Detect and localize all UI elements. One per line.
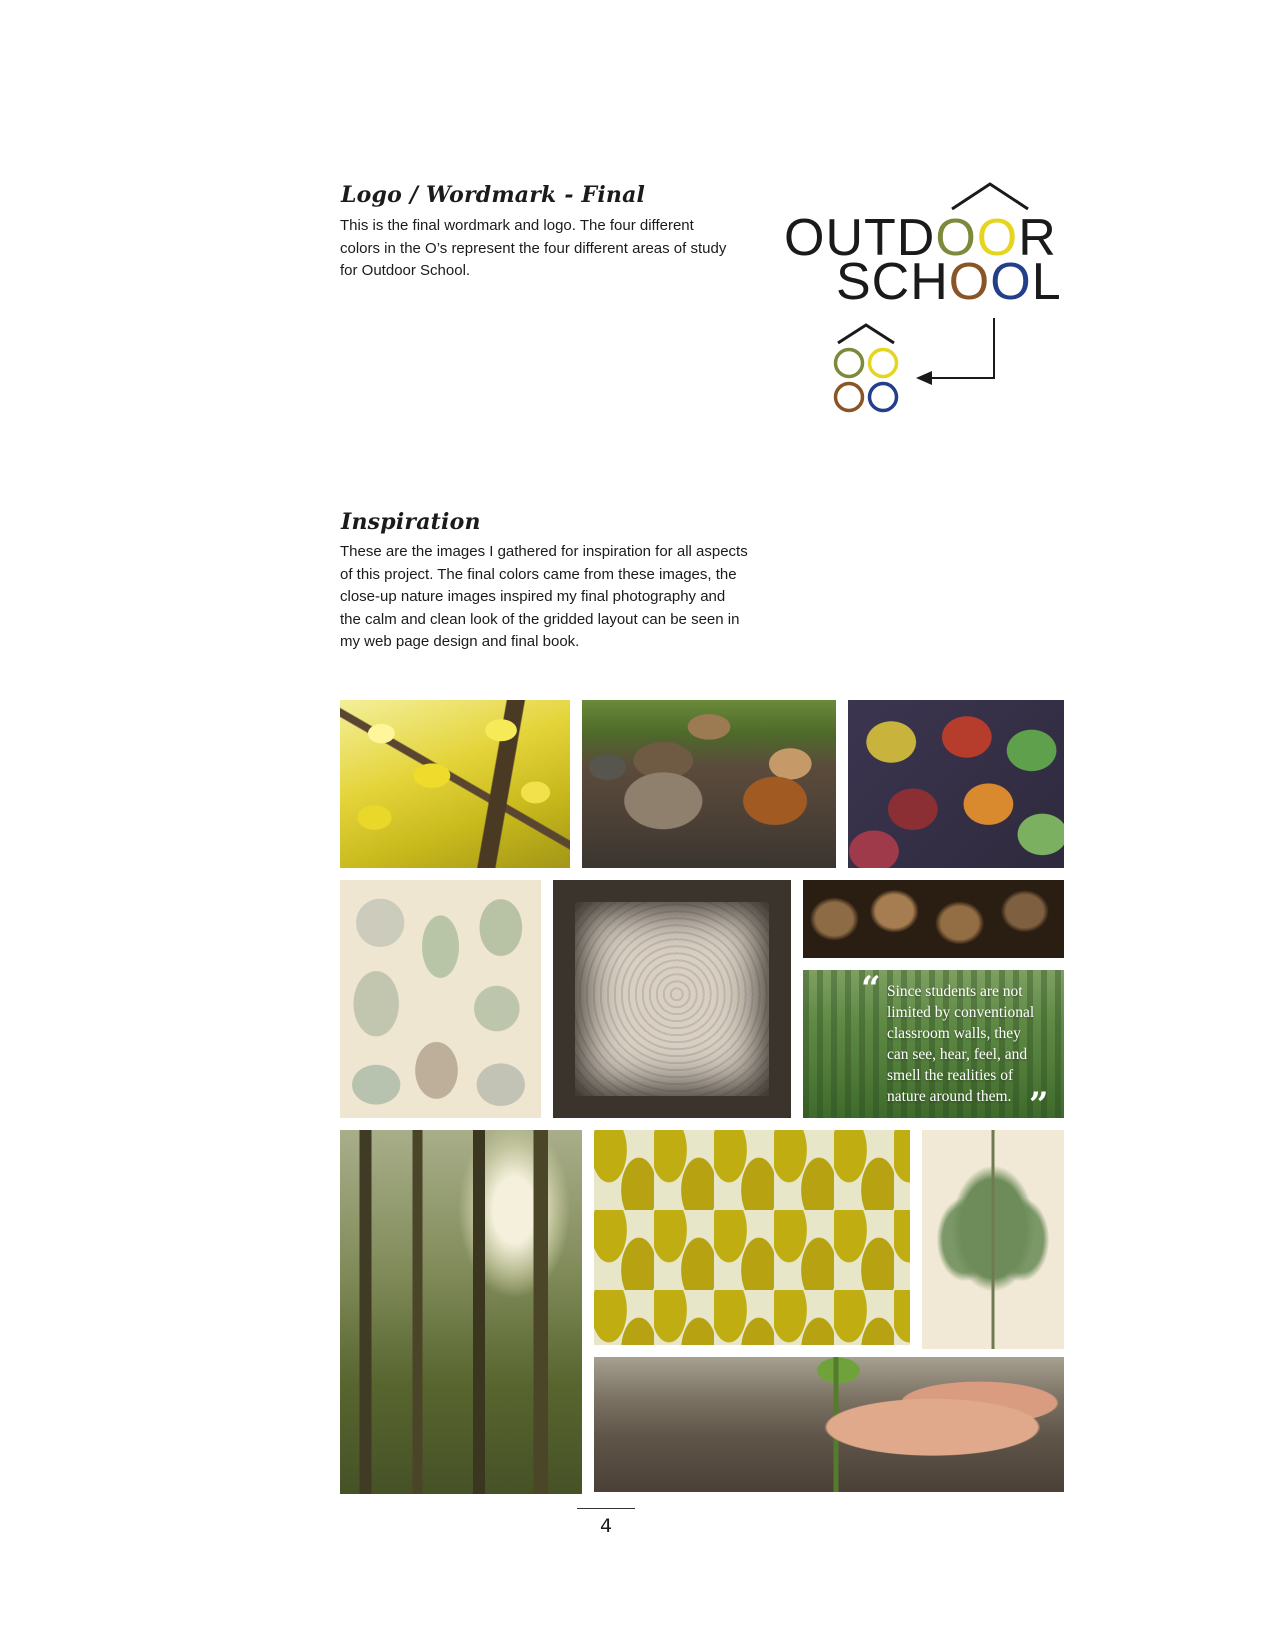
- pine-cones-image: [803, 880, 1064, 958]
- outdoor-school-wordmark: [780, 175, 1080, 425]
- page-number: 4: [599, 1515, 613, 1537]
- quote-line: classroom walls, they: [887, 1025, 1021, 1042]
- logo-description-line: for Outdoor School.: [340, 262, 471, 279]
- logo-description-line: This is the final wordmark and logo. The four different: [340, 217, 694, 234]
- emblem-roof-icon: [838, 325, 894, 343]
- quote-line: nature around them.: [887, 1088, 1012, 1105]
- quote-line: limited by conventional: [887, 1004, 1035, 1021]
- planting-seedling-image: [594, 1357, 1064, 1492]
- inspiration-description-line: my web page design and final book.: [340, 633, 580, 650]
- emblem-olive-ring-icon: [836, 350, 863, 377]
- arrowhead-icon: [916, 371, 932, 385]
- wordmark-roof-icon: [952, 184, 1028, 209]
- wordmark-line-outdoor: OUTDOOR: [784, 209, 1057, 267]
- logo-section-description: [340, 215, 726, 283]
- tree-stump-image: [553, 880, 791, 1118]
- inspiration-description-line: These are the images I gathered for inspiration for all aspects: [340, 543, 748, 560]
- open-quote-mark: “: [861, 970, 881, 1009]
- page-number-rule: [577, 1508, 635, 1509]
- inspiration-description-line: of this project. The final colors came from these images, the: [340, 565, 737, 583]
- mossy-forest-image: [340, 1130, 582, 1494]
- fern-botanical-print-image: [922, 1130, 1064, 1349]
- wordmark-line-school: SCHOOL: [836, 253, 1062, 311]
- arrow-line-icon: [928, 318, 994, 378]
- emblem-yellow-ring-icon: [870, 350, 897, 377]
- emblem-blue-ring-icon: [870, 384, 897, 411]
- stacked-stones-image: [582, 700, 836, 868]
- quote-line: smell the realities of: [887, 1067, 1014, 1084]
- inspiration-description-line: close-up nature images inspired my final photography and: [340, 588, 726, 605]
- inspiration-description-line: the calm and clean look of the gridded layout can be seen in: [340, 610, 740, 628]
- yellow-tree-image: [340, 700, 570, 868]
- quote-line: Since students are not: [887, 983, 1023, 1000]
- emblem-brown-ring-icon: [836, 384, 863, 411]
- logo-description-line: colors in the O’s represent the four different areas of study: [340, 239, 727, 257]
- autumn-leaves-image: [848, 700, 1064, 868]
- close-quote-mark: ”: [1029, 1085, 1049, 1118]
- logo-section-heading: Logo / Wordmark - Final: [341, 182, 646, 208]
- inspiration-description: [340, 541, 748, 654]
- terrarium-illustration-image: [340, 880, 541, 1118]
- moss-cells-macro-image: [594, 1130, 910, 1345]
- inspiration-heading: Inspiration: [341, 509, 481, 535]
- quote-line: can see, hear, feel, and: [887, 1046, 1028, 1063]
- forest-quote-tile: [803, 970, 1064, 1118]
